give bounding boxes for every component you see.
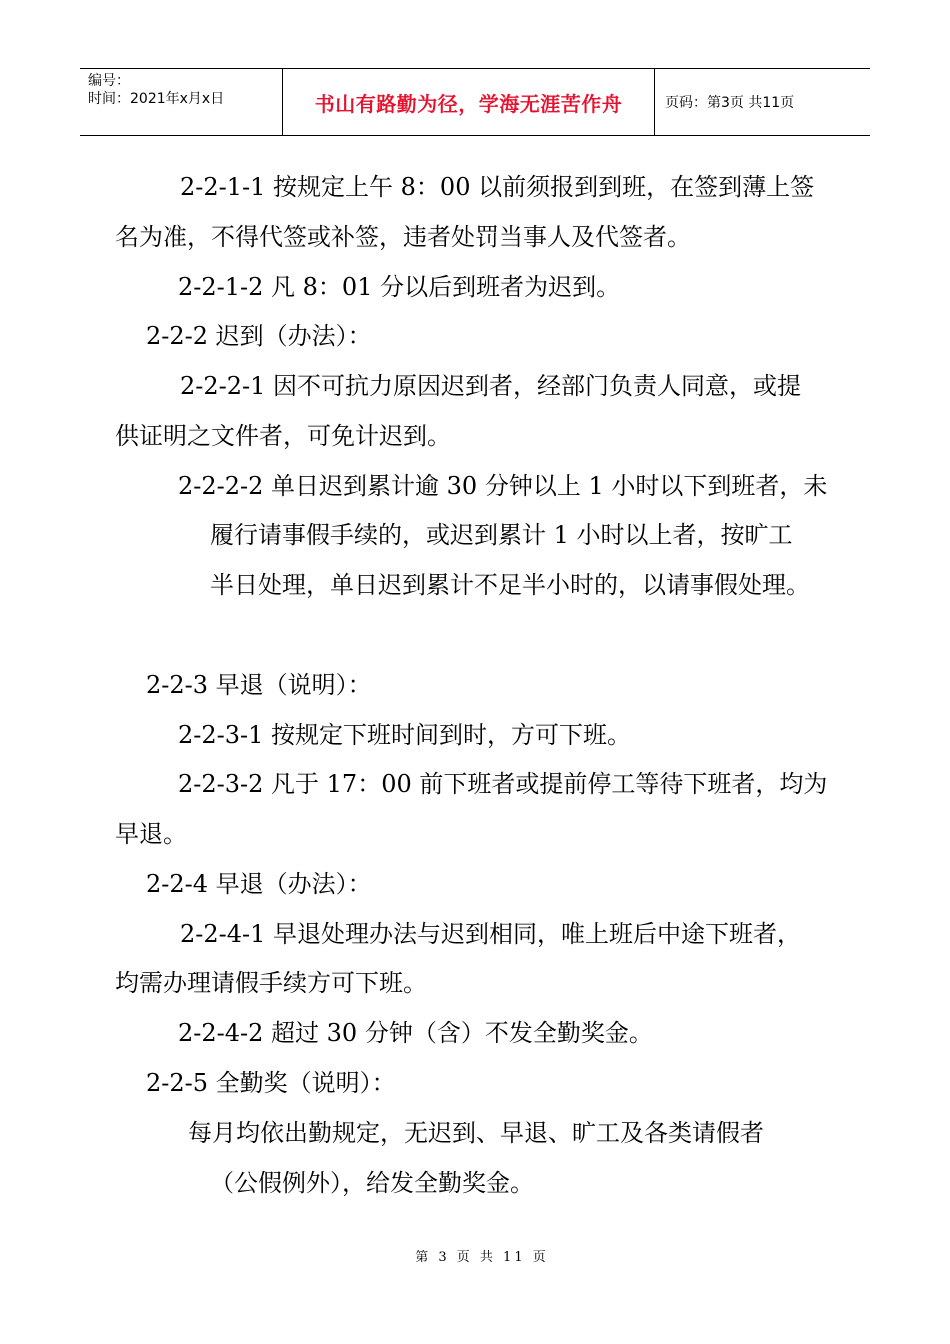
- header-meta: [80, 69, 283, 135]
- body-line: （公假例外），给发全勤奖金。: [210, 1169, 534, 1197]
- body-line: 半日处理，单日迟到累计不足半小时的，以请事假处理。: [210, 571, 810, 599]
- header-motto-cell: [283, 69, 655, 135]
- section-heading: 2-2-5 全勤奖（说明）：: [146, 1069, 396, 1097]
- body-line: 2-2-1-1 按规定上午 8：00 以前须报到到班，在签到薄上签: [180, 173, 815, 201]
- body-line: 履行请事假手续的，或迟到累计 1 小时以上者，按旷工: [210, 521, 793, 549]
- header-motto: 书山有路勤为径，学海无涯苦作舟: [314, 91, 623, 116]
- body-line: 2-2-4-2 超过 30 分钟（含）不发全勤奖金。: [178, 1019, 653, 1047]
- body-line: 2-2-2-2 单日迟到累计逾 30 分钟以上 1 小时以下到班者，未: [178, 472, 828, 500]
- body-line: 2-2-1-2 凡 8：01 分以后到班者为迟到。: [178, 273, 621, 301]
- body-line: 2-2-2-1 因不可抗力原因迟到者，经部门负责人同意，或提: [180, 372, 802, 400]
- body-line: 均需办理请假手续方可下班。: [115, 969, 427, 997]
- body-line: 2-2-4-1 早退处理办法与迟到相同，唯上班后中途下班者，: [180, 920, 802, 948]
- document-number-label: 编号：: [88, 73, 130, 89]
- body-line: 早退。: [115, 820, 187, 848]
- header-page-cell: [655, 69, 870, 135]
- section-heading: 2-2-2 迟到（办法）：: [146, 322, 372, 350]
- section-heading: 2-2-4 早退（办法）：: [146, 870, 372, 898]
- page-header: [80, 68, 870, 136]
- body-line: 2-2-3-1 按规定下班时间到时，方可下班。: [178, 721, 632, 749]
- body-line: 供证明之文件者，可免计迟到。: [115, 422, 451, 450]
- document-time-label: 时间：2021年x月x日: [88, 91, 225, 107]
- page-footer: 第 3 页 共 11 页: [415, 1250, 549, 1265]
- header-page-label: 页码：第3页 共11页: [665, 95, 795, 111]
- section-heading: 2-2-3 早退（说明）：: [146, 671, 372, 699]
- body-line: 每月均依出勤规定，无迟到、早退、旷工及各类请假者: [188, 1119, 764, 1147]
- body-line: 2-2-3-2 凡于 17：00 前下班者或提前停工等待下班者，均为: [178, 770, 828, 798]
- body-line: 名为准，不得代签或补签，违者处罚当事人及代签者。: [115, 223, 691, 251]
